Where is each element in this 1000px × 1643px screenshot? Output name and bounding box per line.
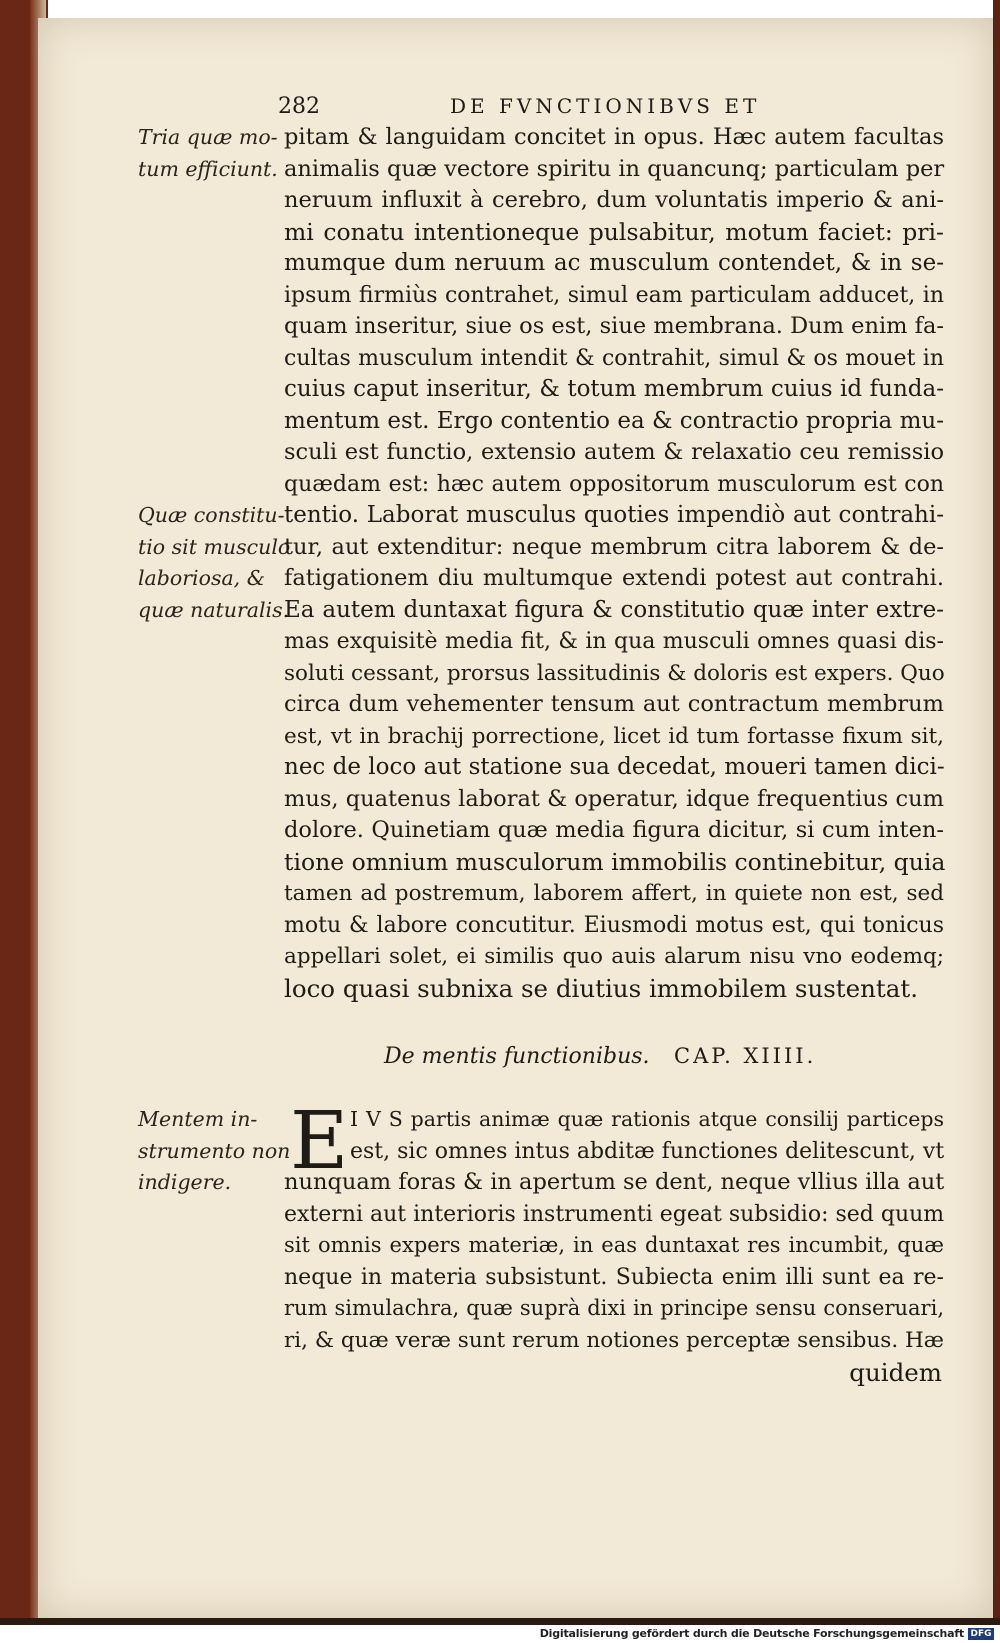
text-line: sit omnis expers materiæ, in eas duntaxat res incumbit, quæ xyxy=(284,1233,944,1257)
text-line: ipsum firmiùs contrahet, simul eam particulam adducet, in xyxy=(284,282,944,308)
marginal-note-mentem xyxy=(138,1104,291,1199)
text-line: motu & labore concutitur. Eiusmodi motus est, qui tonicus xyxy=(284,912,944,938)
text-line: mentum est. Ergo contentio ea & contractio propria mu- xyxy=(284,407,944,434)
book-cover-edge-right xyxy=(993,0,1000,1625)
marginal-note-constitutio xyxy=(138,500,291,626)
text-line: I V S partis animæ quæ rationis atque consilij particeps xyxy=(350,1107,944,1131)
marginal-note-line: tum efficiunt. xyxy=(138,156,278,181)
marginal-note-line: strumento non xyxy=(138,1138,291,1163)
chapter-body-text xyxy=(284,1094,945,1356)
book-cover-edge-bottom xyxy=(0,1618,1000,1625)
text-line: nunquam foras & in apertum se dent, neque vllius illa aut xyxy=(284,1169,945,1195)
marginal-note-line: quæ naturalis. xyxy=(138,597,290,622)
text-line: tur, aut extenditur: neque membrum citra laborem & de- xyxy=(284,533,944,560)
text-line: mas exquisitè media fit, & in qua musculi omnes quasi dis- xyxy=(284,629,944,654)
marginal-note-tria xyxy=(138,122,283,185)
text-line: sculi est functio, extensio autem & relaxatio ceu remissio xyxy=(284,439,944,465)
text-line: circa dum vehementer tensum aut contractum membrum xyxy=(284,691,944,717)
chapter-number: CAP. XIIII. xyxy=(674,1044,817,1068)
text-line: tione omnium musculorum immobilis continebitur, quia xyxy=(284,847,946,876)
text-line: animalis quæ vectore spiritu in quancunq; particulam per xyxy=(284,155,945,182)
text-line: mus, quatenus laborat & operatur, idque frequentius cum xyxy=(284,785,944,812)
text-line: cultas musculum intendit & contrahit, simul & os mouet in xyxy=(284,345,944,371)
text-line: loco quasi subnixa se diutius immobilem sustentat. xyxy=(284,973,919,1003)
chapter-title: De mentis functionibus. xyxy=(384,1044,650,1069)
text-line: pitam & languidam concitet in opus. Hæc autem facultas xyxy=(284,124,944,150)
footer-credit: Digitalisierung gefördert durch die Deutsche Forschungsgemeinschaft xyxy=(539,1627,964,1640)
text-line: mi conatu intentioneque pulsabitur, motum faciet: pri- xyxy=(284,217,944,246)
text-line: ri, & quæ veræ sunt rerum notiones perceptæ sensibus. Hæ xyxy=(284,1327,944,1353)
text-line: appellari solet, ei similis quo auis alarum nisu vno eodemq; xyxy=(284,944,944,969)
text-line: neque in materia subsistunt. Subiecta enim illi sunt ea re- xyxy=(284,1264,944,1290)
text-line: soluti cessant, prorsus lassitudinis & doloris est expers. Quo xyxy=(284,660,945,686)
marginal-note-line: Mentem in- xyxy=(138,1107,258,1131)
text-line: quam inseritur, siue os est, siue membrana. Dum enim fa- xyxy=(284,313,944,339)
text-line: fatigationem diu multumque extendi potest aut contrahi. xyxy=(284,565,944,591)
text-line: tentio. Laborat musculus quoties impendiò aut contrahi- xyxy=(284,502,944,528)
text-line: nec de loco aut statione sua decedat, moueri tamen dici- xyxy=(284,754,945,780)
text-line: dolore. Quinetiam quæ media figura dicitur, si cum inten- xyxy=(284,817,944,843)
running-head: DE FVNCTIONIBVS ET xyxy=(450,94,761,118)
chapter-heading xyxy=(384,1044,854,1074)
footer-bar xyxy=(0,1626,1000,1643)
catchword: quidem xyxy=(849,1358,942,1387)
text-line: quædam est: hæc autem oppositorum musculorum est con xyxy=(284,471,944,497)
text-line: tamen ad postremum, laborem affert, in quiete non est, sed xyxy=(284,881,944,906)
page-number: 282 xyxy=(278,94,320,119)
marginal-note-line: Tria quæ mo- xyxy=(138,125,278,149)
dfg-logo: DFG xyxy=(968,1628,994,1640)
marginal-note-line: tio sit musculo xyxy=(138,534,291,559)
text-line: neruum influxit à cerebro, dum voluntatis imperio & ani- xyxy=(284,187,944,213)
text-line: est, vt in brachij porrectione, licet id tum fortasse fixum sit, xyxy=(284,723,944,749)
drop-cap-initial: E xyxy=(290,1094,349,1187)
body-text xyxy=(284,122,944,1004)
marginal-note-line: laboriosa, & xyxy=(138,566,265,590)
text-line: est, sic omnes intus abditæ functiones delitescunt, vt xyxy=(350,1138,945,1164)
marginal-note-line: indigere. xyxy=(138,1170,232,1194)
text-line: externi aut interioris instrumenti egeat subsidio: sed quum xyxy=(284,1201,945,1227)
text-line: Ea autem duntaxat figura & constitutio quæ inter extre- xyxy=(284,596,944,623)
text-line: cuius caput inseritur, & totum membrum cuius id funda- xyxy=(284,376,944,402)
text-line: rum simulachra, quæ suprà dixi in principe sensu conseruari, xyxy=(284,1296,944,1320)
text-line: mumque dum neruum ac musculum contendet, & in se- xyxy=(284,250,944,276)
marginal-note-line: Quæ constitu- xyxy=(138,503,285,527)
